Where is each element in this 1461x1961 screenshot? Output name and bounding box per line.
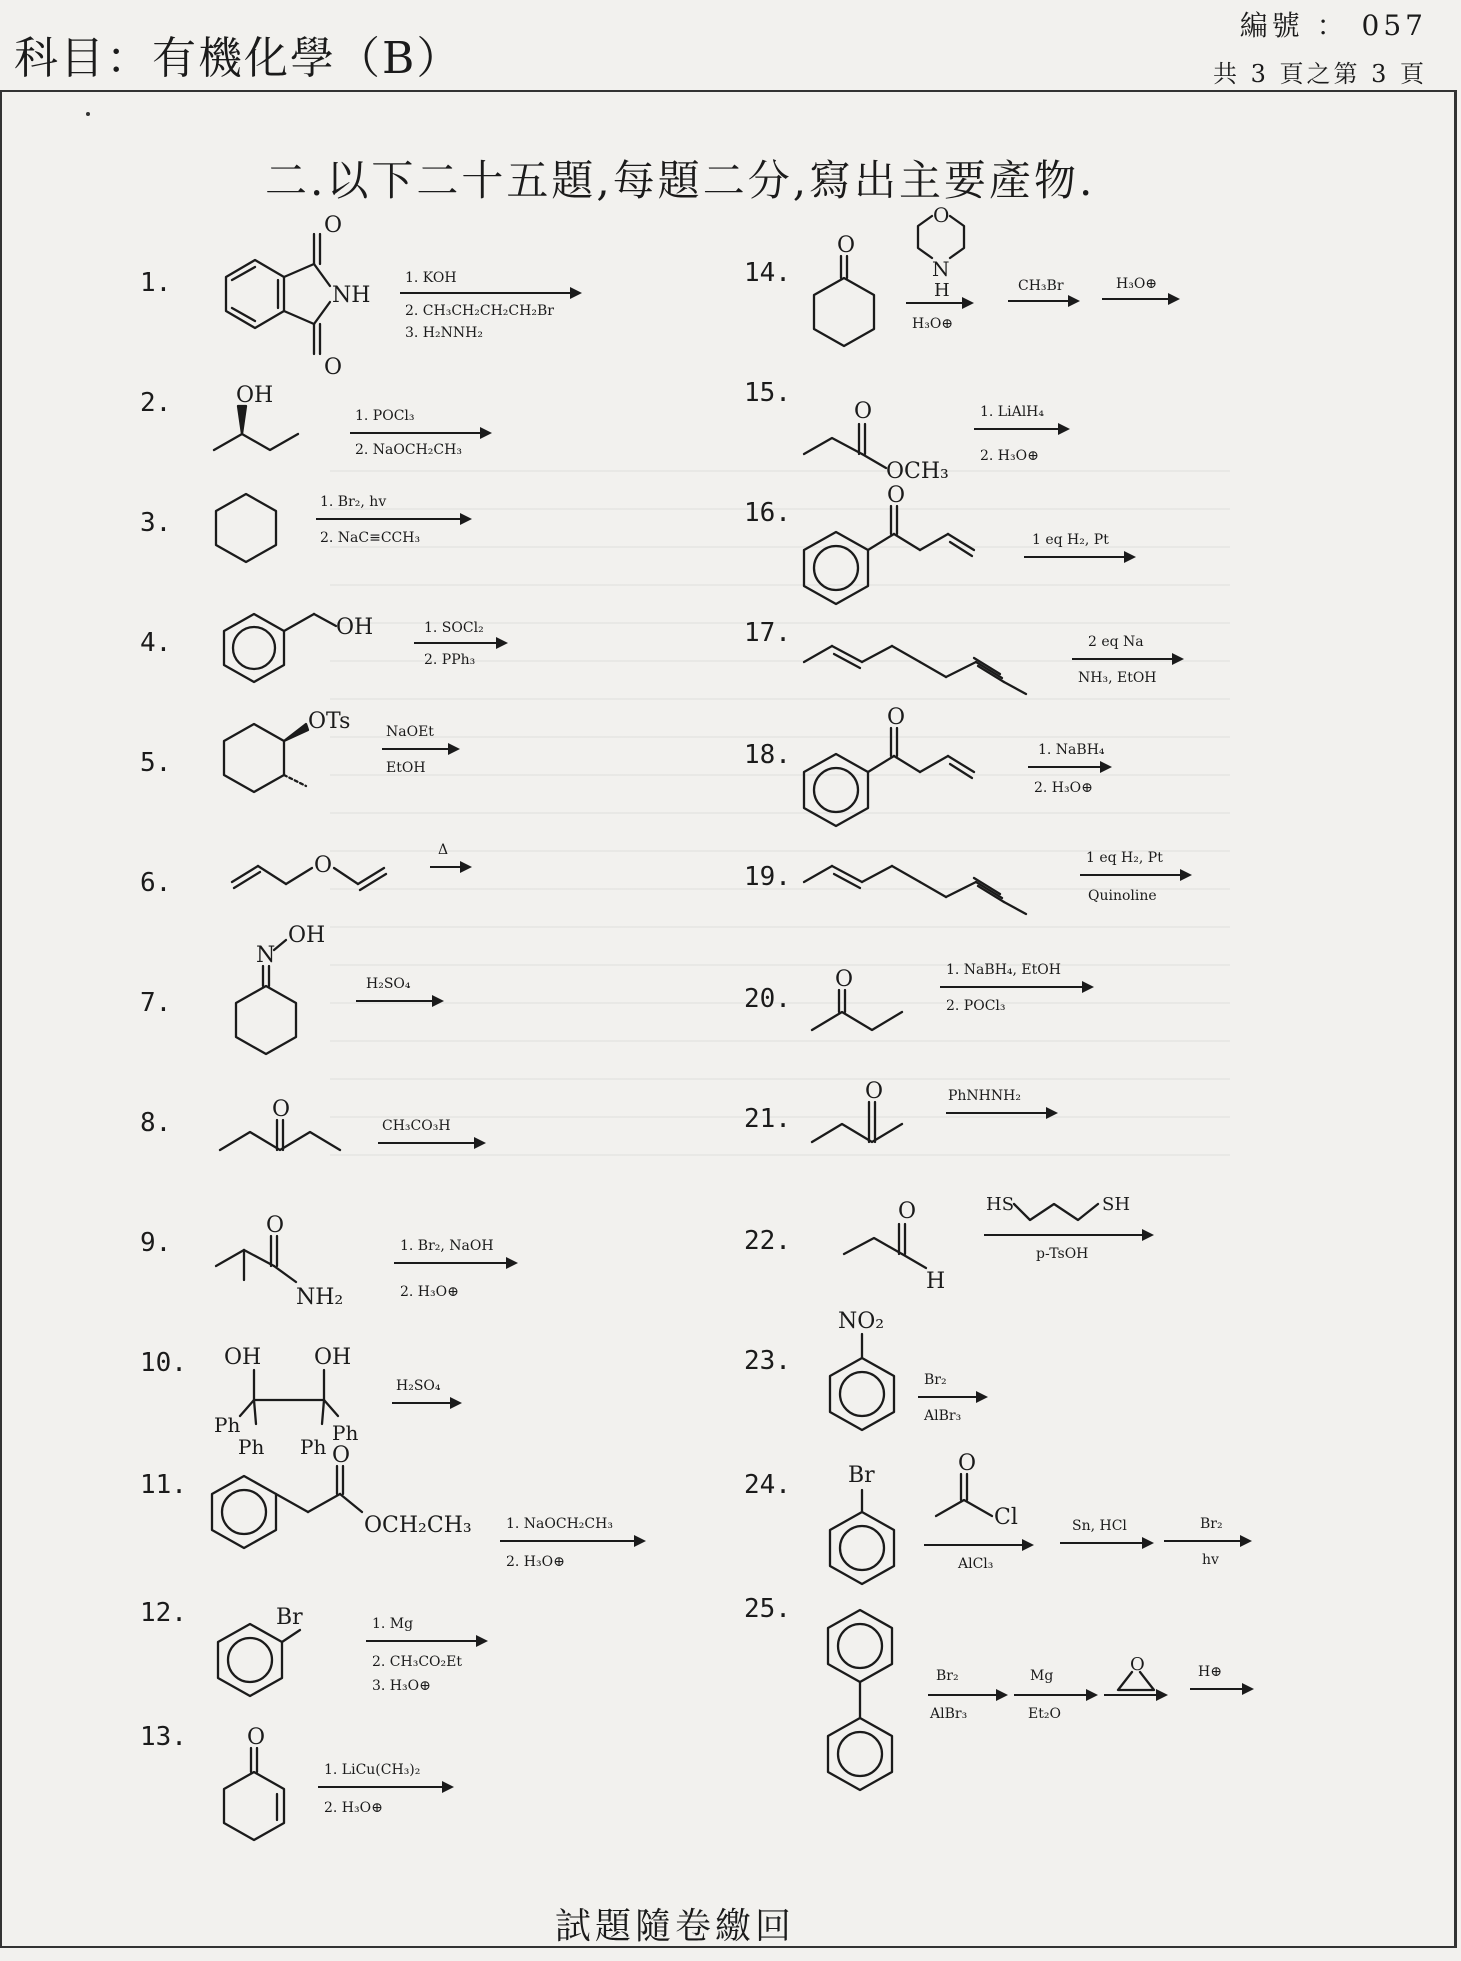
problem-number: 24. <box>744 1470 791 1500</box>
problem-number: 17. <box>744 618 791 648</box>
problem-number: 14. <box>744 258 791 288</box>
reagent: EtOH <box>386 760 426 776</box>
reagent: 1. Br₂, NaOH <box>400 1238 494 1254</box>
reaction-arrow <box>392 1402 460 1404</box>
problem-number: 3. <box>140 508 172 538</box>
reagent: Br₂ <box>1200 1516 1223 1532</box>
reagent: AlCl₃ <box>958 1556 994 1572</box>
reagent: H₂SO₄ <box>396 1378 441 1394</box>
bromobenzene-structure <box>210 1605 330 1710</box>
reaction-arrow <box>940 986 1092 988</box>
en-yne-structure <box>800 622 1060 702</box>
reagent: CH₃CO₃H <box>382 1118 451 1134</box>
reagent: 1. Br₂, hv <box>320 494 387 510</box>
n-label: N <box>256 943 276 968</box>
reagent: 2. CH₃CO₂Et <box>372 1654 462 1670</box>
reaction-arrow <box>906 302 972 304</box>
cyclohexenone-structure <box>210 1725 320 1858</box>
problem-number: 8. <box>140 1108 172 1138</box>
isobutyramide-structure <box>212 1208 362 1318</box>
reagent: Δ <box>438 842 449 858</box>
o-label: O <box>887 705 906 730</box>
reagent: PhNHNH₂ <box>948 1088 1021 1104</box>
br-label: Br <box>848 1463 875 1488</box>
reagent: 3. H₂NNH₂ <box>405 325 483 341</box>
reaction-arrow <box>316 518 470 520</box>
problem-number: 6. <box>140 868 172 898</box>
nitrobenzene-structure <box>822 1298 932 1448</box>
reagent: Br₂ <box>924 1372 947 1388</box>
reagent: H₃O⊕ <box>912 316 954 332</box>
reagent: 2. NaOCH₂CH₃ <box>355 442 462 458</box>
reagent: p-TsOH <box>1036 1246 1089 1262</box>
phthalimide-structure <box>210 213 371 380</box>
reagent: Br₂ <box>936 1668 959 1684</box>
problem-number: 7. <box>140 988 172 1018</box>
reaction-arrow <box>928 1694 1006 1696</box>
ph-label: Ph <box>300 1435 327 1459</box>
n-label: N <box>932 257 950 281</box>
reaction-arrow <box>366 1640 486 1642</box>
reaction-arrow <box>400 292 580 294</box>
2-butanone-structure <box>806 968 936 1048</box>
o-label: O <box>933 203 950 227</box>
o-label: O <box>1130 1654 1145 1675</box>
reagent: 2. H₃O⊕ <box>324 1800 383 1816</box>
no2-label: NO₂ <box>838 1309 885 1334</box>
reaction-arrow <box>1008 300 1078 302</box>
problem-number: 16. <box>744 498 791 528</box>
exam-subject: 科目：有機化學（B） <box>14 33 463 84</box>
ph-label: Ph <box>332 1421 359 1445</box>
2-butanol-structure <box>210 380 320 460</box>
problem-number: 13. <box>140 1722 187 1752</box>
reagent: Et₂O <box>1028 1706 1061 1722</box>
en-yne-structure <box>800 842 1060 922</box>
reagent: 1. LiAlH₄ <box>980 404 1044 420</box>
phenyl-butenone-structure <box>796 696 996 836</box>
cyclohexane-structure <box>210 490 290 570</box>
reaction-arrow <box>1024 556 1134 558</box>
reagent: 1. SOCl₂ <box>424 620 484 636</box>
reagent: 1. NaBH₄ <box>1038 742 1105 758</box>
reaction-arrow <box>1164 1540 1250 1542</box>
reagent: Mg <box>1030 1668 1054 1684</box>
reaction-arrow <box>946 1112 1056 1114</box>
h-label: H <box>934 280 950 301</box>
reagent: 2. PPh₃ <box>424 652 476 668</box>
reaction-arrow <box>350 432 490 434</box>
o-label: O <box>837 233 856 258</box>
propanedithiol-structure <box>986 1188 1136 1238</box>
reagent: 2. H₃O⊕ <box>506 1554 565 1570</box>
reagent: 3. H₃O⊕ <box>372 1678 431 1694</box>
reaction-arrow <box>378 1142 484 1144</box>
reagent: 1. Mg <box>372 1616 414 1632</box>
reagent: 1. LiCu(CH₃)₂ <box>324 1762 421 1778</box>
o-label: O <box>266 1213 285 1238</box>
problem-number: 10. <box>140 1348 187 1378</box>
reagent: CH₃Br <box>1018 278 1064 294</box>
cl-label: Cl <box>994 1505 1018 1530</box>
oh-label: OH <box>336 615 374 640</box>
problem-number: 23. <box>744 1346 791 1376</box>
benzyl-alcohol-structure <box>218 596 398 686</box>
reaction-arrow <box>1028 766 1110 768</box>
propanal-structure <box>840 1196 960 1296</box>
ph-label: Ph <box>214 1413 241 1437</box>
nh2-label: NH₂ <box>296 1285 344 1310</box>
hs-label: HS <box>986 1194 1015 1215</box>
biphenyl-structure <box>816 1604 926 1834</box>
reagent: 2. NaC≡CCH₃ <box>320 530 421 546</box>
reaction-arrow <box>414 642 506 644</box>
reagent: 2. H₃O⊕ <box>400 1284 459 1300</box>
reaction-arrow <box>500 1540 644 1542</box>
2-butanone-structure <box>806 1080 936 1160</box>
problem-number: 4. <box>140 628 172 658</box>
problem-number: 2. <box>140 388 172 418</box>
reagent: 1. NaOCH₂CH₃ <box>506 1516 613 1532</box>
reagent: AlBr₃ <box>924 1408 962 1424</box>
reagent: 2 eq Na <box>1088 634 1144 650</box>
problem-number: 5. <box>140 748 172 778</box>
reaction-arrow <box>1080 874 1190 876</box>
3-pentanone-structure <box>214 1094 364 1174</box>
o-label: O <box>332 1443 351 1468</box>
problem-number: 22. <box>744 1226 791 1256</box>
reagent: H₃O⊕ <box>1116 276 1158 292</box>
reaction-arrow <box>1072 658 1182 660</box>
o-label: O <box>314 853 333 878</box>
reagent: H₂SO₄ <box>366 976 411 992</box>
problem-number: 12. <box>140 1598 187 1628</box>
o-label: O <box>272 1097 291 1122</box>
reagent: 1 eq H₂, Pt <box>1086 850 1163 866</box>
reagent: 2. H₃O⊕ <box>1034 780 1093 796</box>
ph-label: Ph <box>238 1435 265 1459</box>
propanoyl-chloride-structure <box>930 1451 1040 1546</box>
problem-number: 20. <box>744 984 791 1014</box>
reaction-arrow <box>394 1262 516 1264</box>
allyl-vinyl-ether-structure <box>228 838 418 898</box>
reaction-arrow <box>430 866 470 868</box>
reagent: 2. POCl₃ <box>946 998 1006 1014</box>
svg-text:O: O <box>324 355 343 380</box>
methyl-propanoate-structure <box>800 390 950 484</box>
reaction-arrow <box>1014 1694 1096 1696</box>
oh-label: OH <box>236 383 274 408</box>
reagent: 1. KOH <box>405 270 457 286</box>
pinacol-structure <box>212 1340 382 1460</box>
reagent: NaOEt <box>386 724 434 740</box>
exam-code: 編號 ： 057 <box>1239 9 1427 42</box>
cyclohexanone-oxime-structure <box>220 920 340 1070</box>
reagent: AlBr₃ <box>930 1706 968 1722</box>
reaction-arrow <box>924 1544 1032 1546</box>
o-label: O <box>865 1079 884 1104</box>
section-title: 二.以下二十五題,每題二分,寫出主要產物. <box>265 156 1096 205</box>
problem-number: 11. <box>140 1470 187 1500</box>
reaction-arrow <box>974 428 1068 430</box>
bromobenzene-structure <box>822 1452 932 1602</box>
footer-note: 試題隨卷繳回 <box>555 1906 796 1947</box>
reagent: H⊕ <box>1198 1664 1222 1680</box>
problem-number: 19. <box>744 862 791 892</box>
morpholine-structure <box>908 200 978 300</box>
problem-number: 18. <box>744 740 791 770</box>
problem-number: 9. <box>140 1228 172 1258</box>
reagent: NH₃, EtOH <box>1078 670 1157 686</box>
o-label: O <box>898 1199 917 1224</box>
ots-label: OTs <box>308 709 351 734</box>
reagent: 1. POCl₃ <box>355 408 415 424</box>
bleed-through <box>330 470 1230 1170</box>
och2ch3-label: OCH₂CH₃ <box>364 1513 472 1538</box>
reagent: 2. H₃O⊕ <box>980 448 1039 464</box>
reaction-arrow <box>984 1234 1152 1236</box>
oh-label: OH <box>288 923 326 948</box>
reaction-arrow <box>1060 1542 1152 1544</box>
reaction-arrow <box>1104 1694 1166 1696</box>
reaction-arrow <box>318 1786 452 1788</box>
oh-label: OH <box>314 1345 352 1370</box>
problem-number: 25. <box>744 1594 791 1624</box>
reagent: hv <box>1202 1552 1219 1568</box>
reaction-arrow <box>1102 298 1178 300</box>
reaction-arrow <box>356 1000 442 1002</box>
speck <box>86 112 90 116</box>
nh-label: NH <box>332 283 371 308</box>
problem-number: 15. <box>744 378 791 408</box>
reagent: 1 eq H₂, Pt <box>1032 532 1109 548</box>
o-label: O <box>887 483 906 508</box>
phenyl-butenone-structure <box>796 484 996 614</box>
och3-label: OCH₃ <box>886 459 949 484</box>
h-label: H <box>926 1269 946 1294</box>
sh-label: SH <box>1102 1194 1131 1215</box>
problem-number: 1. <box>140 268 172 298</box>
reagent: Quinoline <box>1088 888 1157 904</box>
o-label: O <box>835 967 854 992</box>
o-label: O <box>958 1451 977 1476</box>
reaction-arrow <box>382 748 458 750</box>
o-label: O <box>247 1725 266 1750</box>
reaction-arrow <box>918 1396 986 1398</box>
reagent: Sn, HCl <box>1072 1518 1127 1534</box>
reagent: 2. CH₃CH₂CH₂CH₂Br <box>405 303 554 319</box>
problem-number: 21. <box>744 1104 791 1134</box>
reaction-arrow <box>1190 1688 1252 1690</box>
oh-label: OH <box>224 1345 262 1370</box>
page-indicator: 共 3 頁之第 3 頁 <box>1212 60 1427 88</box>
reagent: 1. NaBH₄, EtOH <box>946 962 1061 978</box>
cyclohexanone-structure <box>804 233 904 368</box>
cyclohexyl-tosylate-structure <box>210 700 350 810</box>
o-label: O <box>854 399 873 424</box>
svg-text:O: O <box>324 213 343 238</box>
br-label: Br <box>276 1605 303 1630</box>
